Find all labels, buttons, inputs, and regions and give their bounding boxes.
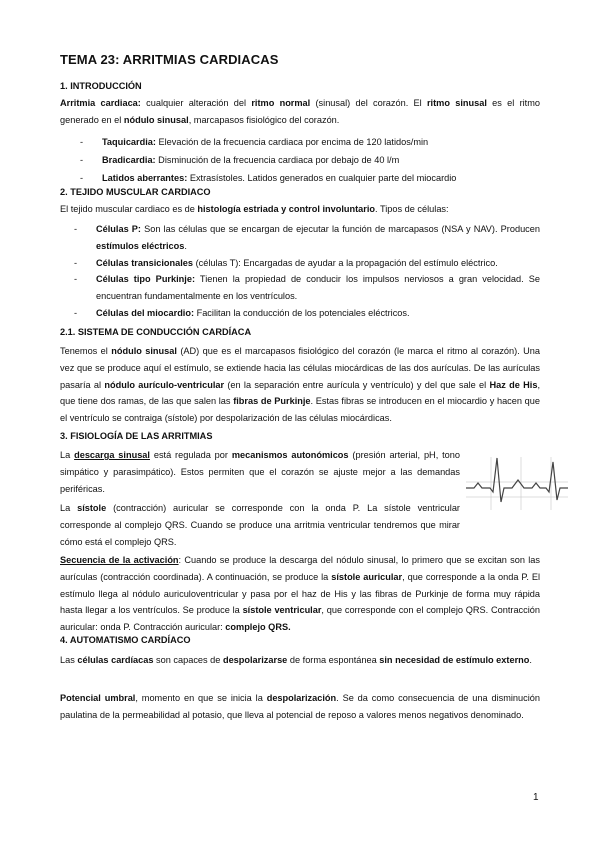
paragraph-sistema-conduccion [60, 343, 540, 427]
text-run: La [60, 450, 75, 460]
term-taquicardia: Taquicardia: [102, 137, 156, 147]
paragraph-sistole [60, 500, 460, 550]
text-run: cualquier alteración del [140, 98, 252, 108]
term-nodulo-sinusal: nódulo sinusal [111, 346, 177, 356]
list-item [80, 133, 540, 151]
text-run: Extrasístoles. Latidos generados en cualquier parte del miocardio [187, 173, 457, 183]
term-ritmo-normal: ritmo normal [251, 98, 311, 108]
term-nodulo-sinusal: nódulo sinusal [123, 114, 189, 125]
text-run: . [529, 655, 532, 665]
paragraph-potencial-umbral [60, 690, 540, 724]
list-item [74, 255, 540, 272]
section-heading-introduccion: 1. INTRODUCCIÓN [60, 81, 142, 91]
text-run: , que corresponde a la onda P. El estímulo llega al nódulo auriculoventricular y pasa por el haz de His y las fibras de Purkinje de forma muy rápida hasta llegar a los ventrículos. Se produce la [60, 571, 540, 616]
text-run: Tienen la propiedad de conducir los impulsos nerviosos a gran velocidad. Se encuentran fundamentalmente en los ventrículos. [96, 274, 540, 302]
term-despolarizacion: despolarización [266, 693, 337, 703]
text-run: , momento en que se inicia la [135, 693, 267, 703]
text-run: Disminución de la frecuencia cardiaca por debajo de 40 l/m [155, 155, 400, 165]
term-descarga-sinusal: descarga sinusal [74, 450, 150, 460]
list-item [74, 221, 540, 255]
list-arritmia-types [80, 133, 540, 187]
text-run: son capaces de [153, 655, 223, 665]
section-heading-tejido-muscular: 2. TEJIDO MUSCULAR CARDIACO [60, 187, 211, 197]
text-run: . Se da como consecuencia de una disminución paulatina de la permeabilidad al potasio, que lleva al potencial de reposo a valores menos negativos denominado. [60, 693, 541, 720]
term-mecanismos-autonomicos: mecanismos autonómicos [231, 450, 349, 460]
section-heading-fisiologia: 3. FISIOLOGÍA DE LAS ARRITMIAS [60, 431, 213, 441]
term-sistole: sístole [77, 503, 107, 513]
text-run: (células T): Encargadas de ayudar a la propagación del estímulo eléctrico. [193, 257, 498, 268]
text-run: . Tipos de células: [375, 204, 449, 214]
term-fibras-purkinje: fibras de Purkinje [233, 396, 311, 407]
term-sin-estimulo-externo: sin necesidad de estímulo externo [379, 655, 530, 665]
term-ritmo-sinusal: ritmo sinusal [426, 98, 487, 108]
text-run: Las [60, 655, 78, 665]
term-potencial-umbral: Potencial umbral [60, 693, 136, 703]
text-run: El tejido muscular cardiaco es de [60, 204, 198, 214]
text-run: está regulada por [149, 450, 232, 460]
text-run: de forma espontánea [287, 655, 380, 665]
term-celulas-miocardio: Células del miocardio: [96, 307, 195, 318]
page-number: 1 [533, 792, 539, 803]
term-celulas-transicionales: Células transicionales [96, 257, 194, 268]
list-item [74, 305, 540, 322]
text-run: (en la separación entre aurícula y ventrículo) y del que sale el [224, 379, 490, 390]
list-item [74, 271, 540, 305]
term-celulas-p: Células P: [96, 224, 141, 234]
text-run: Facilitan la conducción de los potenciales eléctricos. [194, 307, 410, 318]
term-sistole-ventricular: sístole ventricular [242, 605, 322, 616]
text-run: Son las células que se encargan de ejecutar la función de marcapasos (NSA y NAV). Producen [140, 224, 540, 234]
text-run: , que corresponde con el complejo QRS. Contracción auricular: onda P. Contracción auricular: [60, 605, 541, 633]
term-nodulo-av: nódulo aurículo-ventricular [104, 379, 225, 390]
paragraph-descarga-sinusal [60, 447, 460, 497]
document-title: TEMA 23: ARRITMIAS CARDIACAS [60, 52, 279, 67]
ecg-waveform-icon [466, 452, 568, 512]
text-run: (AD) que es el marcapasos fisiológico del corazón (le marca el ritmo al corazón). Una vez que se produce aquí el estímulo, se extiende hacia las células miocárdicas de las dos aurículas. De las aurículas pasaría al [60, 346, 541, 390]
term-sistole-auricular: sístole auricular [331, 571, 403, 582]
text-run: La [60, 503, 78, 513]
text-run: . Estas fibras se introducen en el miocardio y hacen que el ventrículo se contraiga (sístole) por despolarización de las células miocárdicas. [60, 396, 540, 424]
term-celulas-purkinje: Células tipo Purkinje: [96, 274, 195, 285]
term-arritmia-cardiaca: Arritmia cardiaca: [60, 98, 141, 108]
paragraph-celulas-cardiacas [60, 652, 540, 669]
text-run: : Cuando se produce la descarga del nódulo sinusal, lo primero que se excitan son las aurículas (contracción coordinada). A continuación, se produce la [60, 555, 540, 582]
text-run: , que tiene dos ramas, de las que salen las [60, 379, 540, 407]
paragraph-arritmia-definition [60, 95, 540, 129]
term-haz-de-his: Haz de His [489, 379, 538, 390]
term-estimulos-electricos: estímulos eléctricos [96, 240, 185, 251]
text-run: (contracción) auricular se corresponde con la onda P. La sístole ventricular corresponde al complejo QRS. Cuando se produce una arritmia ventricular tendremos que mirar cómo está el complejo QRS. [60, 503, 460, 547]
term-celulas-cardiacas: células cardíacas [77, 655, 154, 665]
text-run: , marcapasos fisiológico del corazón. [188, 114, 340, 125]
term-despolarizarse: despolarizarse [222, 655, 288, 665]
term-complejo-qrs: complejo QRS. [225, 622, 291, 633]
text-run: es el ritmo generado en el [60, 98, 540, 125]
text-run: (presión arterial, pH, tono simpático y parasimpático). Estos permiten que el corazón se ajuste mejor a las demandas periféricas. [60, 450, 460, 494]
list-item [80, 151, 540, 169]
term-latidos-aberrantes: Latidos aberrantes: [102, 173, 188, 183]
paragraph-tejido-intro [60, 201, 540, 218]
list-cell-types [74, 221, 540, 322]
text-run: (sinusal) del corazón. El [310, 98, 427, 108]
term-bradicardia: Bradicardia: [102, 155, 156, 165]
section-heading-automatismo: 4. AUTOMATISMO CARDÍACO [60, 635, 191, 645]
paragraph-secuencia-activacion [60, 552, 540, 636]
list-item [80, 169, 540, 187]
text-run: Elevación de la frecuencia cardiaca por encima de 120 latidos/min [155, 137, 429, 147]
section-heading-sistema-conduccion: 2.1. SISTEMA DE CONDUCCIÓN CARDÍACA [60, 327, 252, 337]
text-run: Tenemos el [60, 346, 112, 356]
term-secuencia-activacion: Secuencia de la activación [60, 555, 179, 565]
term-histologia: histología estriada y control involuntario [197, 204, 376, 214]
text-run: . [184, 240, 187, 251]
